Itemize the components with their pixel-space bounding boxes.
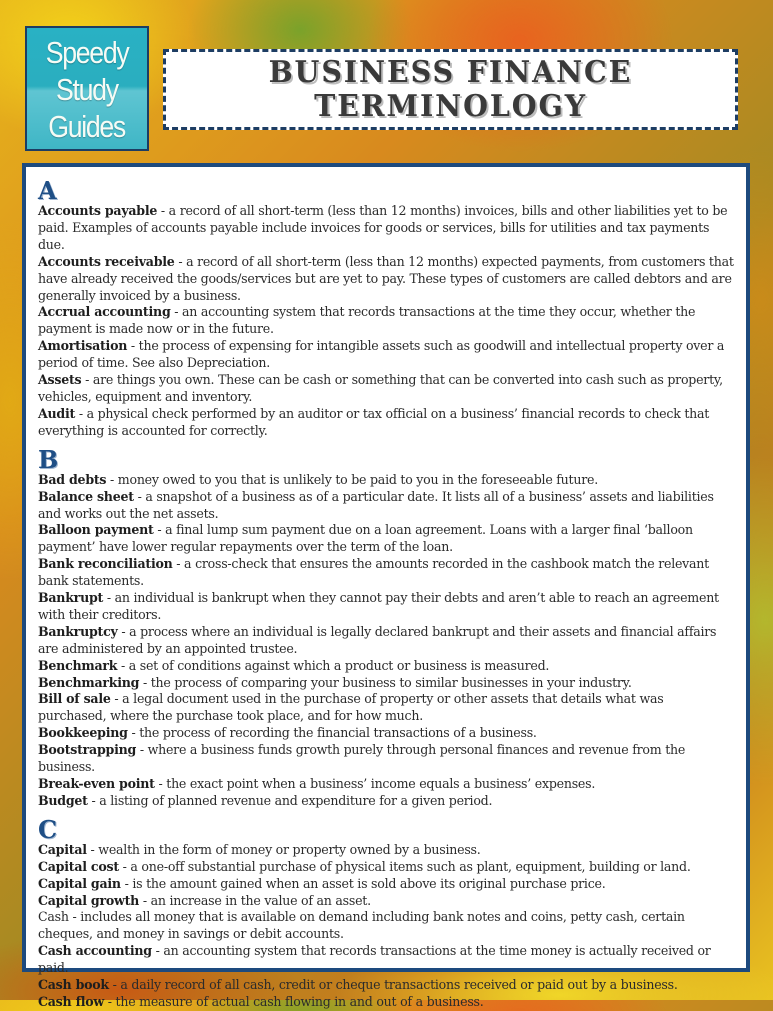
entry-definition: - a record of all short-term (less than 12 months) expected payments, from customers that have already received the goods/services but are yet to pay. These types of customers are called debtors and are generally invoiced by a business.	[38, 253, 734, 303]
entry-term: Capital gain	[38, 875, 121, 891]
entry-definition: - a listing of planned revenue and expenditure for a given period.	[87, 792, 493, 808]
glossary-entry	[38, 472, 734, 489]
section-b-entries	[38, 472, 734, 810]
glossary-entry	[38, 406, 734, 440]
entry-term: Benchmark	[38, 657, 118, 673]
entry-definition: - the process of comparing your business to similar businesses in your industry.	[139, 674, 632, 690]
entry-definition: - a process where an individual is legally declared bankrupt and their assets and financial affairs are administered by an appointed trustee.	[38, 623, 717, 656]
glossary-entry	[38, 977, 734, 994]
glossary-entry	[38, 590, 734, 624]
title-line-2: TERMINOLOGY	[314, 88, 587, 124]
glossary-entry	[38, 691, 734, 725]
entry-term: Assets	[38, 372, 82, 388]
entry-term: Bookkeeping	[38, 725, 128, 741]
entry-term: Cash book	[38, 977, 109, 993]
glossary-entry	[38, 372, 734, 406]
entry-term: Bankruptcy	[38, 623, 118, 639]
page-title	[163, 49, 738, 130]
glossary-entry	[38, 304, 734, 338]
glossary-entry	[38, 994, 734, 1011]
entry-term: Cash accounting	[38, 943, 152, 959]
entry-definition: - the process of expensing for intangible assets such as goodwill and intellectual property over a period of time. See also Depreciation.	[38, 338, 725, 371]
entry-definition: - wealth in the form of money or property owned by a business.	[86, 841, 481, 857]
entry-term: Amortisation	[38, 338, 128, 354]
entry-term: Audit	[38, 405, 76, 421]
entry-term: Accrual accounting	[38, 304, 171, 320]
entry-definition: - the exact point when a business’ income equals a business’ expenses.	[154, 776, 596, 791]
glossary-entry	[38, 793, 734, 810]
entry-definition: - the process of recording the financial transactions of a business.	[127, 725, 537, 741]
entry-term: Capital cost	[38, 858, 119, 874]
section-heading-b: B	[38, 444, 59, 474]
glossary-entry	[38, 556, 734, 590]
entry-term: Bill of sale	[38, 691, 111, 707]
entry-definition: - an accounting system that records transactions at the time money is actually received or paid.	[38, 943, 711, 976]
entry-definition: - a set of conditions against which a product or business is measured.	[117, 657, 550, 673]
glossary-entry	[38, 776, 734, 793]
glossary-entry	[38, 742, 734, 776]
entry-definition: - a legal document used in the purchase of property or other assets that details what was purchased, where the purchase took place, and for how much.	[38, 691, 664, 724]
section-a-entries	[38, 203, 734, 440]
logo-line-2: Study	[56, 72, 118, 107]
entry-definition: - money owed to you that is unlikely to be paid to you in the foreseeable future.	[106, 471, 598, 487]
glossary-entry	[38, 909, 734, 943]
entry-term: Bank reconciliation	[38, 556, 173, 572]
entry-definition: - a one-off substantial purchase of physical items such as plant, equipment, building or land.	[118, 858, 691, 874]
glossary-entry	[38, 725, 734, 742]
section-heading-c: C	[38, 814, 58, 844]
section-c-entries	[38, 842, 734, 1011]
entry-term: Budget	[38, 792, 88, 808]
glossary-entry	[38, 658, 734, 675]
glossary-entry	[38, 893, 734, 910]
entry-term: Bankrupt	[38, 590, 104, 606]
entry-term: Bootstrapping	[38, 742, 137, 758]
entry-term: Break-even point	[38, 776, 155, 791]
entry-definition: - the measure of actual cash flowing in and out of a business.	[104, 993, 484, 1009]
glossary-panel	[22, 163, 750, 1009]
glossary-entry	[38, 624, 734, 658]
entry-definition: - a daily record of all cash, credit or cheque transactions received or paid out by a business.	[108, 977, 678, 993]
entry-term: Capital growth	[38, 892, 140, 908]
entry-term: Benchmarking	[38, 674, 140, 690]
entry-term: Balloon payment	[38, 522, 154, 538]
entry-term: Cash	[38, 909, 69, 925]
entry-term: Accounts payable	[38, 203, 158, 218]
glossary-entry	[38, 842, 734, 859]
entry-definition: - includes all money that is available on demand including bank notes and coins, petty cash, certain cheques, and money in savings or debit accounts.	[38, 909, 685, 942]
entry-definition: - a snapshot of a business as of a particular date. It lists all of a business’ assets and liabilities and works out the net assets.	[38, 488, 714, 521]
entry-definition: - are things you own. These can be cash or something that can be converted into cash such as property, vehicles, equipment and inventory.	[38, 372, 723, 404]
entry-definition: - an accounting system that records transactions at the time they occur, whether the payment is made now or in the future.	[38, 304, 696, 337]
logo-line-3: Guides	[48, 109, 126, 144]
glossary-entry	[38, 675, 734, 692]
entry-term: Balance sheet	[38, 488, 134, 504]
title-line-1: BUSINESS FINANCE	[268, 54, 633, 90]
speedy-study-guides-logo	[25, 26, 149, 151]
entry-term: Capital	[38, 841, 87, 857]
entry-definition: - a final lump sum payment due on a loan agreement. Loans with a larger final ‘balloon payment’ have lower regular repayments over the term of the loan.	[38, 522, 693, 555]
entry-definition: - where a business funds growth purely through personal finances and revenue from the business.	[38, 742, 686, 775]
glossary-entry	[38, 522, 734, 556]
glossary-entry	[38, 489, 734, 523]
entry-term: Bad debts	[38, 471, 107, 487]
entry-definition: - a physical check performed by an auditor or tax official on a business’ financial records to check that everything is accounted for correctly.	[38, 405, 710, 438]
entry-definition: - an individual is bankrupt when they cannot pay their debts and aren’t able to reach an agreement with their creditors.	[38, 590, 719, 622]
glossary-entry	[38, 943, 734, 977]
logo-line-1: Speedy	[45, 35, 129, 70]
entry-definition: - is the amount gained when an asset is sold above its original purchase price.	[120, 875, 606, 891]
section-heading-a: A	[38, 176, 57, 205]
entry-term: Cash flow	[38, 993, 105, 1009]
glossary-entry	[38, 254, 734, 305]
glossary-entry	[38, 203, 734, 254]
glossary-entry	[38, 338, 734, 372]
glossary-entry	[38, 859, 734, 876]
entry-definition: - an increase in the value of an asset.	[139, 892, 371, 908]
entry-definition: - a cross-check that ensures the amounts recorded in the cashbook match the relevant bank statements.	[38, 556, 709, 589]
glossary-entry	[38, 876, 734, 893]
entry-term: Accounts receivable	[38, 253, 175, 269]
entry-definition: - a record of all short-term (less than 12 months) invoices, bills and other liabilities yet to be paid. Examples of accounts payable include invoices for goods or services, bills for utilities and tax payments due.	[38, 203, 728, 252]
